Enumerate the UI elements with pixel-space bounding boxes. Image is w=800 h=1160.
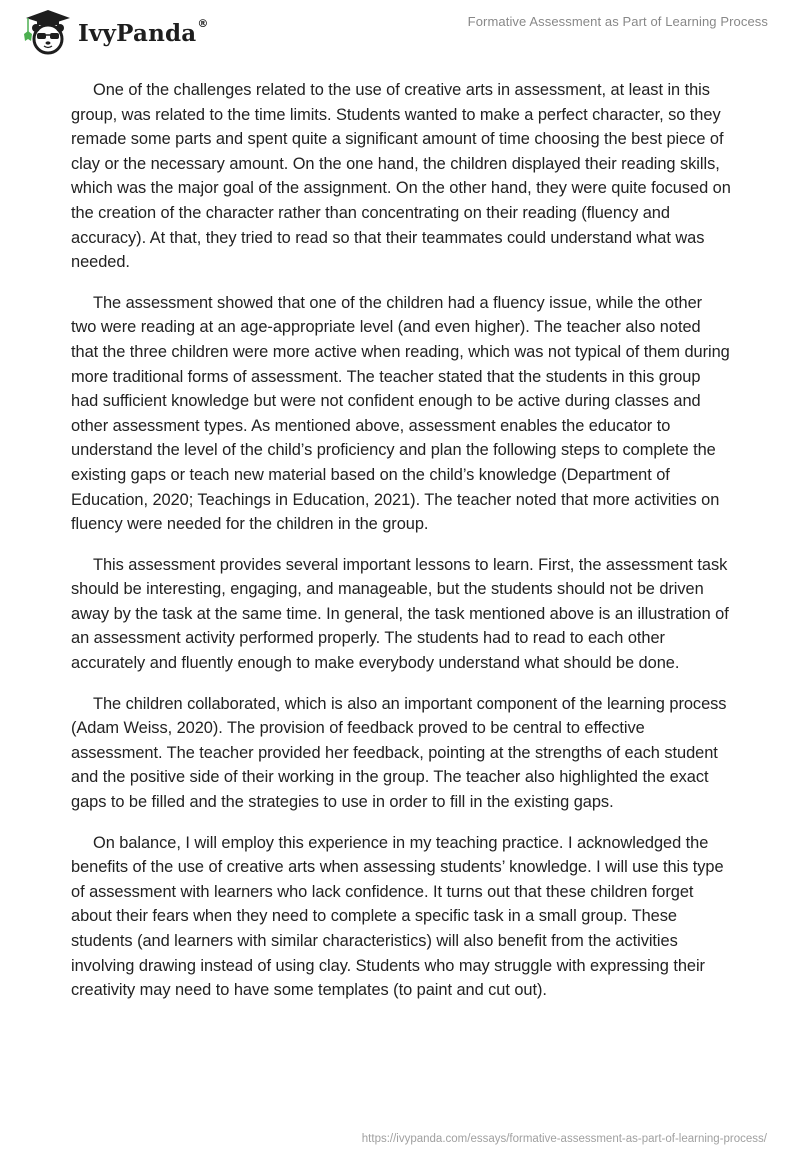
source-url[interactable]: https://ivypanda.com/essays/formative-assessment-as-part-of-learning-process/ xyxy=(361,1133,767,1145)
essay-body xyxy=(71,78,731,1019)
panda-graduate-icon xyxy=(18,8,76,56)
paragraph: One of the challenges related to the use of creative arts in assessment, at least in this group, was related to the time limits. Students wanted to make a perfect character, so they remade some parts and spent quite a significant amount of time choosing the best piece of clay or the necessary amount. On the one hand, the children displayed their reading skills, which was the major goal of the assignment. On the other hand, they were quite focused on the creation of the character rather than concentrating on their reading (fluency and accuracy). At that, they tried to read so that their teammates could understand what was needed. xyxy=(71,81,731,272)
paragraph: The children collaborated, which is also an important component of the learning process (Adam Weiss, 2020). The provision of feedback proved to be central to effective assessment. The teacher provided her feedback, pointing at the strengths of each student and the positive side of their working in the group. The teacher also highlighted the exact gaps to be filled and the strategies to use in order to fill in the existing gaps. xyxy=(71,694,727,812)
paragraph: On balance, I will employ this experience in my teaching practice. I acknowledged the benefits of the use of creative arts when assessing students’ knowledge. I will use this type of assessment with learners who lack confidence. It turns out that these children forget about their fears when they need to complete a specific task in a small group. These students (and learners with similar characteristics) will also benefit from the activities involving drawing instead of using clay. Students who may struggle with expressing their creativity may need to have some templates (to paint and cut out). xyxy=(71,833,724,1000)
registered-mark: ® xyxy=(197,16,209,30)
paragraph: The assessment showed that one of the children had a fluency issue, while the other two were reading at an age-appropriate level (and even higher). The teacher also noted that the three children were more active when reading, which was not typical of them during more traditional forms of assessment. The teacher stated that the students in this group had sufficient knowledge but were not confident enough to be active during classes and other assessment types. As mentioned above, assessment enables the educator to understand the level of the child’s proficiency and plan the following steps to complete the existing gaps or teach new material based on the child’s knowledge (Department of Education, 2020; Teachings in Education, 2021). The teacher noted that more activities on fluency were needed for the children in the group. xyxy=(71,293,730,534)
document-title: Formative Assessment as Part of Learning Process xyxy=(467,14,768,29)
paragraph: This assessment provides several important lessons to learn. First, the assessment task should be interesting, engaging, and manageable, but the students should not be driven away by the task at the same time. In general, the task mentioned above is an illustration of an assessment activity performed properly. The students had to read to each other accurately and fluently enough to make everybody understand what should be done. xyxy=(71,555,729,673)
brand-logo[interactable] xyxy=(18,8,208,56)
page-header xyxy=(0,0,800,60)
brand-name: IvyPanda xyxy=(78,19,197,47)
